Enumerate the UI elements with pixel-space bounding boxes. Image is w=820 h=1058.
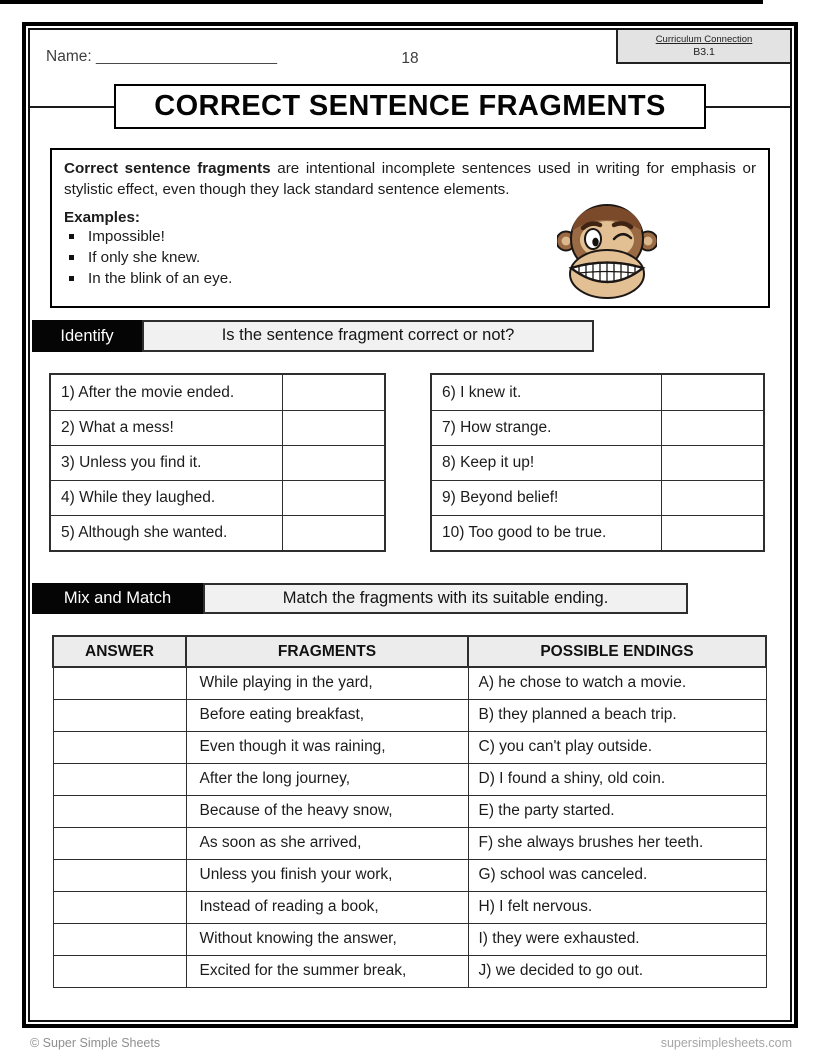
fragment-cell: Without knowing the answer, <box>186 923 468 955</box>
identify-answer-cell[interactable] <box>282 516 384 550</box>
copyright-text: © Super Simple Sheets <box>30 1036 161 1050</box>
match-answer-cell[interactable] <box>53 859 186 891</box>
examples-label: Examples: <box>64 209 140 226</box>
identify-answer-cell[interactable] <box>661 375 763 410</box>
identify-row <box>432 410 763 445</box>
column-header-fragments: FRAGMENTS <box>186 636 468 667</box>
curriculum-connection-badge <box>616 30 790 64</box>
ending-cell: D) I found a shiny, old coin. <box>468 763 766 795</box>
identify-row <box>51 480 384 515</box>
fragment-cell: Excited for the summer break, <box>186 955 468 987</box>
ending-cell: C) you can't play outside. <box>468 731 766 763</box>
match-answer-cell[interactable] <box>53 763 186 795</box>
identify-row <box>51 515 384 550</box>
fragment-cell: As soon as she arrived, <box>186 827 468 859</box>
bullet-square-icon <box>69 234 74 239</box>
mix-and-match-section-label: Mix and Match <box>32 583 203 614</box>
table-row <box>53 763 766 795</box>
bullet-square-icon <box>69 276 74 281</box>
page-title: CORRECT SENTENCE FRAGMENTS <box>114 84 706 129</box>
match-answer-cell[interactable] <box>53 827 186 859</box>
fragment-text: 5) Although she wanted. <box>61 524 228 541</box>
table-row <box>53 859 766 891</box>
identify-answer-cell[interactable] <box>661 411 763 445</box>
name-field <box>46 48 277 66</box>
bullet-square-icon <box>69 255 74 260</box>
website-text: supersimplesheets.com <box>660 1036 792 1050</box>
identify-row <box>51 445 384 480</box>
fragment-text: 9) Beyond belief! <box>442 489 559 506</box>
page-border-frame-inner <box>28 28 792 1022</box>
table-row <box>53 827 766 859</box>
identify-row <box>432 445 763 480</box>
curriculum-connection-code: B3.1 <box>693 46 715 58</box>
example-text: In the blink of an eye. <box>88 270 233 287</box>
ending-cell: A) he chose to watch a movie. <box>468 667 766 699</box>
table-row <box>53 731 766 763</box>
identify-table-left <box>49 373 386 552</box>
fragment-cell: After the long journey, <box>186 763 468 795</box>
table-row <box>53 891 766 923</box>
table-row <box>53 667 766 699</box>
ending-cell: G) school was canceled. <box>468 859 766 891</box>
fragment-cell: While playing in the yard, <box>186 667 468 699</box>
ending-cell: I) they were exhausted. <box>468 923 766 955</box>
definition-rest: are intentional incomplete sentences used in writing for emphasis or stylistic effect, even though they lack standard sentence elements. <box>64 160 756 198</box>
ending-cell: F) she always brushes her teeth. <box>468 827 766 859</box>
match-answer-cell[interactable] <box>53 923 186 955</box>
example-text: If only she knew. <box>88 249 201 266</box>
fragment-cell: Before eating breakfast, <box>186 699 468 731</box>
ending-cell: H) I felt nervous. <box>468 891 766 923</box>
identify-answer-cell[interactable] <box>282 446 384 480</box>
fragment-text: 10) Too good to be true. <box>442 524 607 541</box>
identify-answer-cell[interactable] <box>282 375 384 410</box>
table-row <box>53 955 766 987</box>
winking-monkey-icon <box>557 194 657 304</box>
fragment-text: 8) Keep it up! <box>442 454 535 471</box>
example-text: Impossible! <box>88 228 165 245</box>
table-header-row <box>53 636 766 667</box>
identify-answer-cell[interactable] <box>282 481 384 515</box>
mix-and-match-instruction: Match the fragments with its suitable ending. <box>203 583 688 614</box>
definition-box <box>50 148 770 308</box>
column-header-answer: ANSWER <box>53 636 186 667</box>
match-answer-cell[interactable] <box>53 891 186 923</box>
fragment-text: 4) While they laughed. <box>61 489 216 506</box>
fragment-text: 2) What a mess! <box>61 419 174 436</box>
match-answer-cell[interactable] <box>53 667 186 699</box>
identify-row <box>432 515 763 550</box>
name-input-line[interactable]: _____________________ <box>95 48 277 65</box>
identify-instruction: Is the sentence fragment correct or not? <box>142 320 594 352</box>
match-answer-cell[interactable] <box>53 955 186 987</box>
fragment-text: 3) Unless you find it. <box>61 454 202 471</box>
table-row <box>53 699 766 731</box>
fragment-text: 6) I knew it. <box>442 383 522 401</box>
page-border-frame <box>22 22 798 1028</box>
curriculum-connection-label: Curriculum Connection <box>655 34 753 45</box>
match-answer-cell[interactable] <box>53 795 186 827</box>
identify-table-right <box>430 373 765 552</box>
fragment-text: 1) After the movie ended. <box>61 383 235 401</box>
fragment-cell: Instead of reading a book, <box>186 891 468 923</box>
mix-and-match-table <box>52 635 767 988</box>
ending-cell: B) they planned a beach trip. <box>468 699 766 731</box>
ending-cell: J) we decided to go out. <box>468 955 766 987</box>
identify-answer-cell[interactable] <box>661 481 763 515</box>
fragment-text: 7) How strange. <box>442 419 552 436</box>
fragment-cell: Even though it was raining, <box>186 731 468 763</box>
name-label: Name: <box>46 48 92 65</box>
identify-row <box>432 375 763 410</box>
ending-cell: E) the party started. <box>468 795 766 827</box>
scan-edge-strip <box>0 0 763 4</box>
match-answer-cell[interactable] <box>53 699 186 731</box>
match-answer-cell[interactable] <box>53 731 186 763</box>
definition-lead: Correct sentence fragments <box>64 160 271 177</box>
table-row <box>53 795 766 827</box>
identify-section-label: Identify <box>32 320 142 352</box>
fragment-cell: Unless you finish your work, <box>186 859 468 891</box>
column-header-endings: POSSIBLE ENDINGS <box>468 636 766 667</box>
identify-answer-cell[interactable] <box>661 446 763 480</box>
page-number: 18 <box>401 50 419 67</box>
identify-answer-cell[interactable] <box>661 516 763 550</box>
identify-row <box>51 375 384 410</box>
identify-answer-cell[interactable] <box>282 411 384 445</box>
identify-row <box>432 480 763 515</box>
table-row <box>53 923 766 955</box>
fragment-cell: Because of the heavy snow, <box>186 795 468 827</box>
identify-row <box>51 410 384 445</box>
